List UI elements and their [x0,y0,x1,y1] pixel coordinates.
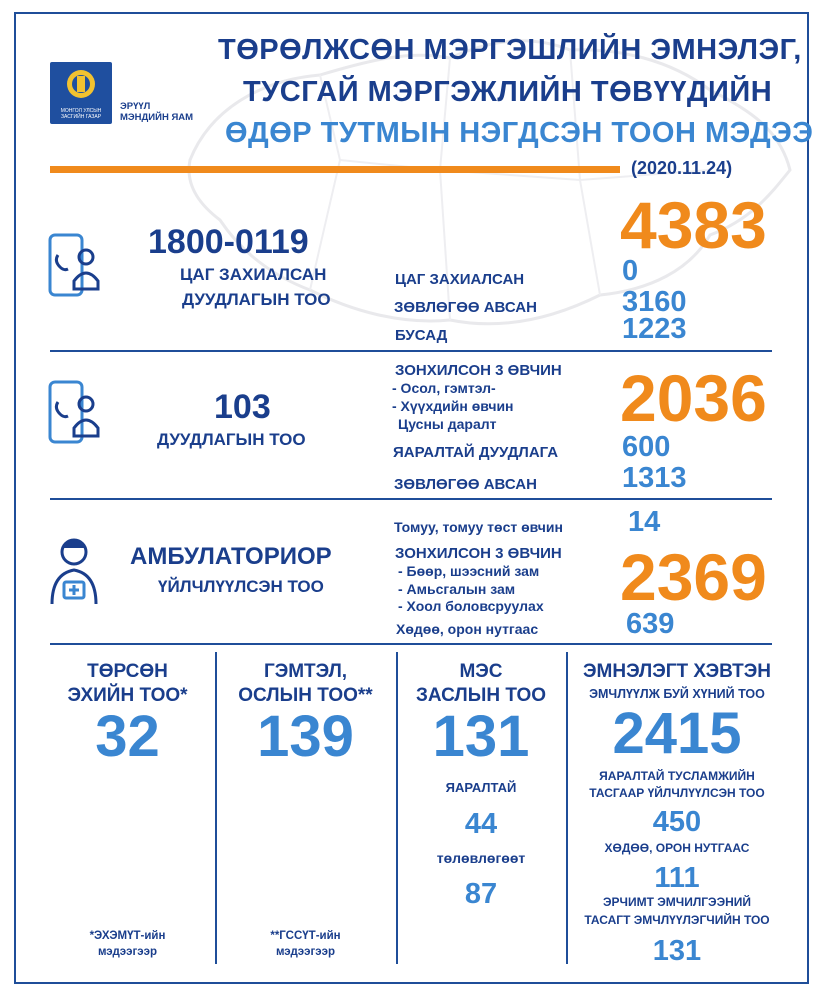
surgery-title-line-1: МЭС [459,661,503,682]
section3-rural-value: 639 [626,608,675,640]
section1-row-label-2: БУСАД [395,327,448,344]
title-line-1: ТӨРӨЛЖСӨН МЭРГЭШЛИЙН ЭМНЭЛЭГ, [218,34,802,66]
er-value: 450 [652,806,702,838]
births-note-line-1: *ЭХЭМҮТ-ийн [89,930,166,942]
injuries-title-line-1: ГЭМТЭЛ, [263,661,348,682]
hospital-title: ЭМНЭЛЭГТ ХЭВТЭН [583,661,771,682]
section2-row-value-1: 1313 [622,462,687,494]
section2-list-item-0: - Осол, гэмтэл- [392,380,496,396]
flu-value: 14 [628,506,661,538]
injuries-note-line-2: мэдээгээр [275,946,336,958]
phone-doctor-icon [48,233,103,306]
section3-list-title: ЗОНХИЛСОН 3 ӨВЧИН [395,545,562,562]
births-title-line-2: ЭХИЙН ТОО* [67,685,188,706]
ministry-line-2: МЭНДИЙН ЯАМ [120,112,194,123]
section1-row-label-0: ЦАГ ЗАХИАЛСАН [395,271,525,288]
title-line-2: ТУСГАЙ МЭРГЭЖЛИЙН ТӨВҮҮДИЙН [243,76,773,108]
icu-label-line-2: ТАСАГТ ЭМЧЛҮҮЛЭГЧИЙН ТОО [584,913,770,927]
report-date: (2020.11.24) [631,158,733,178]
er-label [566,768,788,802]
surgery-planned-label: төлөвлөгөөт [436,850,526,866]
section1-row-value-1: 3160 [622,286,687,318]
hospital-rural-value: 111 [654,862,700,894]
surgery-title-line-2: ЗАСЛЫН ТОО [415,685,547,706]
section2-list-item-2: Цусны даралт [398,416,497,432]
title-line-3: ӨДӨР ТУТМЫН НЭГДСЭН ТООН МЭДЭЭ [225,117,814,149]
divider-3 [50,643,772,645]
section1-row-value-0: 0 [622,255,639,287]
phone-doctor-icon [48,380,103,453]
births-value: 32 [95,704,160,769]
injuries-note [215,928,396,960]
births-note [40,928,215,960]
section3-label-1: АМБУЛАТОРИОР [130,543,332,570]
section2-row-label-1: ЗӨВЛӨГӨӨ АВСАН [394,476,537,493]
section3-total: 2369 [620,540,767,614]
births-title [40,660,215,708]
flu-label: Томуу, томуу төст өвчин [394,519,563,535]
births-title-line-1: ТӨРСӨН [87,661,168,682]
emergency-number: 103 [214,388,271,426]
section1-label-2: ДУУДЛАГЫН ТОО [182,290,331,309]
icu-value: 131 [652,935,702,967]
surgery-urgent-label: ЯАРАЛТАЙ [445,780,517,795]
surgery-planned-value: 87 [464,878,498,910]
surgery-value: 131 [432,704,530,769]
births-note-line-2: мэдээгээр [97,946,158,958]
section2-list-title: ЗОНХИЛСОН 3 ӨВЧИН [395,362,562,379]
section3-rural-label: Хөдөө, орон нутгаас [396,621,539,637]
hospital-subtitle: ЭМЧЛҮҮЛЖ БУЙ ХҮНИЙ ТОО [589,687,765,701]
surgery-title [396,660,566,708]
hospital-rural-label: ХӨДӨӨ, ОРОН НУТГААС [604,841,750,855]
section3-list-item-2: - Хоол боловсруулах [398,598,544,614]
section3-label-2: ҮЙЛЧЛҮҮЛСЭН ТОО [158,577,324,596]
section2-total: 2036 [620,361,767,435]
divider-1 [50,350,772,352]
section2-list-item-1: - Хүүхдийн өвчин [392,398,514,414]
nurse-icon [46,534,102,613]
icu-label-line-1: ЭРЧИМТ ЭМЧИЛГЭЭНИЙ [602,895,752,909]
injuries-value: 139 [257,704,354,769]
hotline-number: 1800-0119 [148,223,309,261]
section3-list-item-0: - Бөөр, шээсний зам [398,563,540,579]
injuries-note-line-1: **ГССҮТ-ийн [270,930,341,942]
section1-row-value-2: 1223 [622,313,687,345]
er-label-line-2: ТАСГААР ҮЙЛЧЛҮҮЛСЭН ТОО [589,786,765,800]
section2-label: ДУУДЛАГЫН ТОО [157,430,306,449]
surgery-urgent-value: 44 [464,808,498,840]
injuries-title-line-2: ОСЛЫН ТОО** [238,685,373,706]
section1-total: 4383 [620,188,767,262]
section2-row-value-0: 600 [622,431,671,463]
header-divider [50,166,620,173]
icu-label [566,893,788,929]
ministry-name [120,101,193,123]
er-label-line-1: ЯАРАЛТАЙ ТУСЛАМЖИЙН [599,769,755,783]
injuries-title [215,660,396,708]
section1-row-label-1: ЗӨВЛӨГӨӨ АВСАН [394,299,537,316]
ministry-line-1: ЭРҮҮЛ [120,101,151,112]
logo-caption: МОНГОЛ УЛСЫН ЗАСГИЙН ГАЗАР [60,108,102,120]
section1-label-1: ЦАГ ЗАХИАЛСАН [180,265,327,284]
section2-row-label-0: ЯАРАЛТАЙ ДУУДЛАГА [393,444,559,461]
divider-2 [50,498,772,500]
hospital-value: 2415 [612,701,742,766]
section3-list-item-1: - Амьсгалын зам [398,581,516,597]
